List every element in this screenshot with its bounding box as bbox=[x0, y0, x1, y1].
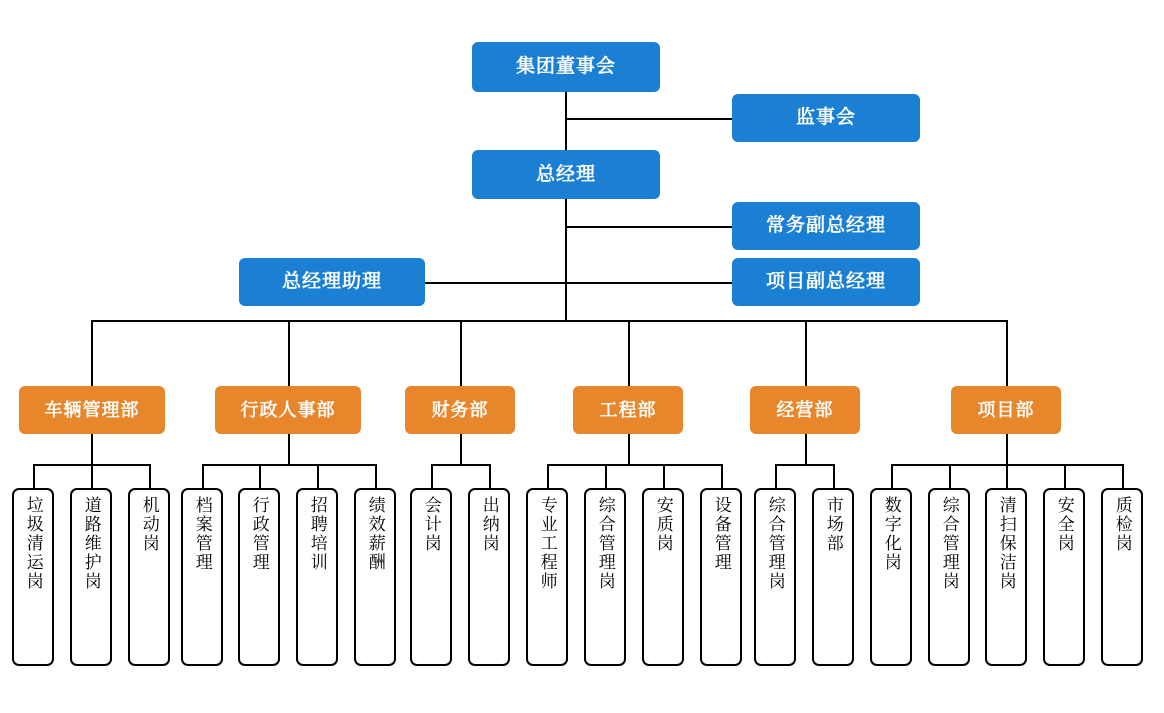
connector-engineering-child-2 bbox=[605, 464, 607, 488]
node-position-project-5[interactable]: 质检岗 bbox=[1101, 488, 1143, 666]
connector-engineering-child-1 bbox=[547, 464, 549, 488]
connector-engineering-stem bbox=[628, 434, 630, 464]
connector-finance-child-1 bbox=[431, 464, 433, 488]
connector-admin-stem bbox=[288, 434, 290, 464]
node-position-engineering-3[interactable]: 安质岗 bbox=[642, 488, 684, 666]
node-position-finance-1[interactable]: 会计岗 bbox=[410, 488, 452, 666]
connector-engineering-child-4 bbox=[721, 464, 723, 488]
connector-admin-child-4 bbox=[375, 464, 377, 488]
connector-supervisory bbox=[565, 118, 732, 120]
connector-exec-deputy bbox=[565, 226, 732, 228]
node-project-deputy-gm[interactable]: 项目副总经理 bbox=[732, 258, 920, 306]
node-gm-assistant[interactable]: 总经理助理 bbox=[239, 258, 425, 306]
node-position-engineering-1[interactable]: 专业工程师 bbox=[526, 488, 568, 666]
connector-operations-stem bbox=[805, 434, 807, 464]
connector-vehicle-child-1 bbox=[33, 464, 35, 488]
connector-project-child-4 bbox=[1064, 464, 1066, 488]
connector-finance-stem bbox=[460, 434, 462, 464]
connector-drop-finance bbox=[460, 320, 462, 386]
connector-project-deputy bbox=[565, 282, 732, 284]
connector-operations-child-1 bbox=[775, 464, 777, 488]
connector-admin-child-1 bbox=[202, 464, 204, 488]
connector-project-child-5 bbox=[1122, 464, 1124, 488]
connector-project-child-3 bbox=[1006, 464, 1008, 488]
node-department-engineering[interactable]: 工程部 bbox=[573, 386, 683, 434]
connector-project-child-1 bbox=[891, 464, 893, 488]
node-supervisory-board[interactable]: 监事会 bbox=[732, 94, 920, 142]
connector-engineering-child-3 bbox=[663, 464, 665, 488]
connector-engineering-bus bbox=[547, 464, 721, 466]
node-position-finance-2[interactable]: 出纳岗 bbox=[468, 488, 510, 666]
node-position-admin-1[interactable]: 档案管理 bbox=[181, 488, 223, 666]
node-position-vehicle-1[interactable]: 垃圾清运岗 bbox=[12, 488, 54, 666]
connector-drop-vehicle bbox=[91, 320, 93, 386]
connector-admin-child-2 bbox=[259, 464, 261, 488]
connector-drop-operations bbox=[805, 320, 807, 386]
connector-finance-child-2 bbox=[489, 464, 491, 488]
node-position-operations-2[interactable]: 市场部 bbox=[812, 488, 854, 666]
connector-admin-bus bbox=[202, 464, 375, 466]
connector-drop-admin bbox=[288, 320, 290, 386]
node-department-project[interactable]: 项目部 bbox=[951, 386, 1061, 434]
node-position-project-3[interactable]: 清扫保洁岗 bbox=[985, 488, 1027, 666]
node-position-vehicle-3[interactable]: 机动岗 bbox=[128, 488, 170, 666]
node-department-vehicle[interactable]: 车辆管理部 bbox=[19, 386, 165, 434]
connector-gm-down bbox=[565, 199, 567, 321]
connector-vehicle-stem bbox=[91, 434, 93, 464]
node-department-operations[interactable]: 经营部 bbox=[750, 386, 860, 434]
node-board[interactable]: 集团董事会 bbox=[472, 42, 660, 92]
connector-project-stem bbox=[1006, 434, 1008, 464]
node-position-vehicle-2[interactable]: 道路维护岗 bbox=[70, 488, 112, 666]
connector-operations-child-2 bbox=[833, 464, 835, 488]
node-department-finance[interactable]: 财务部 bbox=[405, 386, 515, 434]
node-position-project-4[interactable]: 安全岗 bbox=[1043, 488, 1085, 666]
connector-vehicle-child-2 bbox=[91, 464, 93, 488]
connector-drop-project bbox=[1006, 320, 1008, 386]
connector-department-bus bbox=[91, 320, 1007, 322]
connector-vehicle-child-3 bbox=[149, 464, 151, 488]
node-position-project-1[interactable]: 数字化岗 bbox=[870, 488, 912, 666]
node-position-admin-3[interactable]: 招聘培训 bbox=[296, 488, 338, 666]
connector-operations-bus bbox=[775, 464, 835, 466]
node-position-admin-2[interactable]: 行政管理 bbox=[238, 488, 280, 666]
node-position-admin-4[interactable]: 绩效薪酬 bbox=[354, 488, 396, 666]
node-position-engineering-4[interactable]: 设备管理 bbox=[700, 488, 742, 666]
connector-board-to-gm bbox=[565, 92, 567, 150]
node-department-admin-hr[interactable]: 行政人事部 bbox=[215, 386, 361, 434]
connector-gm-assistant bbox=[424, 282, 566, 284]
connector-drop-engineering bbox=[628, 320, 630, 386]
node-position-project-2[interactable]: 综合管理岗 bbox=[928, 488, 970, 666]
node-position-engineering-2[interactable]: 综合管理岗 bbox=[584, 488, 626, 666]
node-position-operations-1[interactable]: 综合管理岗 bbox=[754, 488, 796, 666]
connector-finance-bus bbox=[431, 464, 491, 466]
node-executive-deputy-gm[interactable]: 常务副总经理 bbox=[732, 202, 920, 250]
connector-admin-child-3 bbox=[317, 464, 319, 488]
node-general-manager[interactable]: 总经理 bbox=[472, 150, 660, 199]
connector-project-child-2 bbox=[949, 464, 951, 488]
